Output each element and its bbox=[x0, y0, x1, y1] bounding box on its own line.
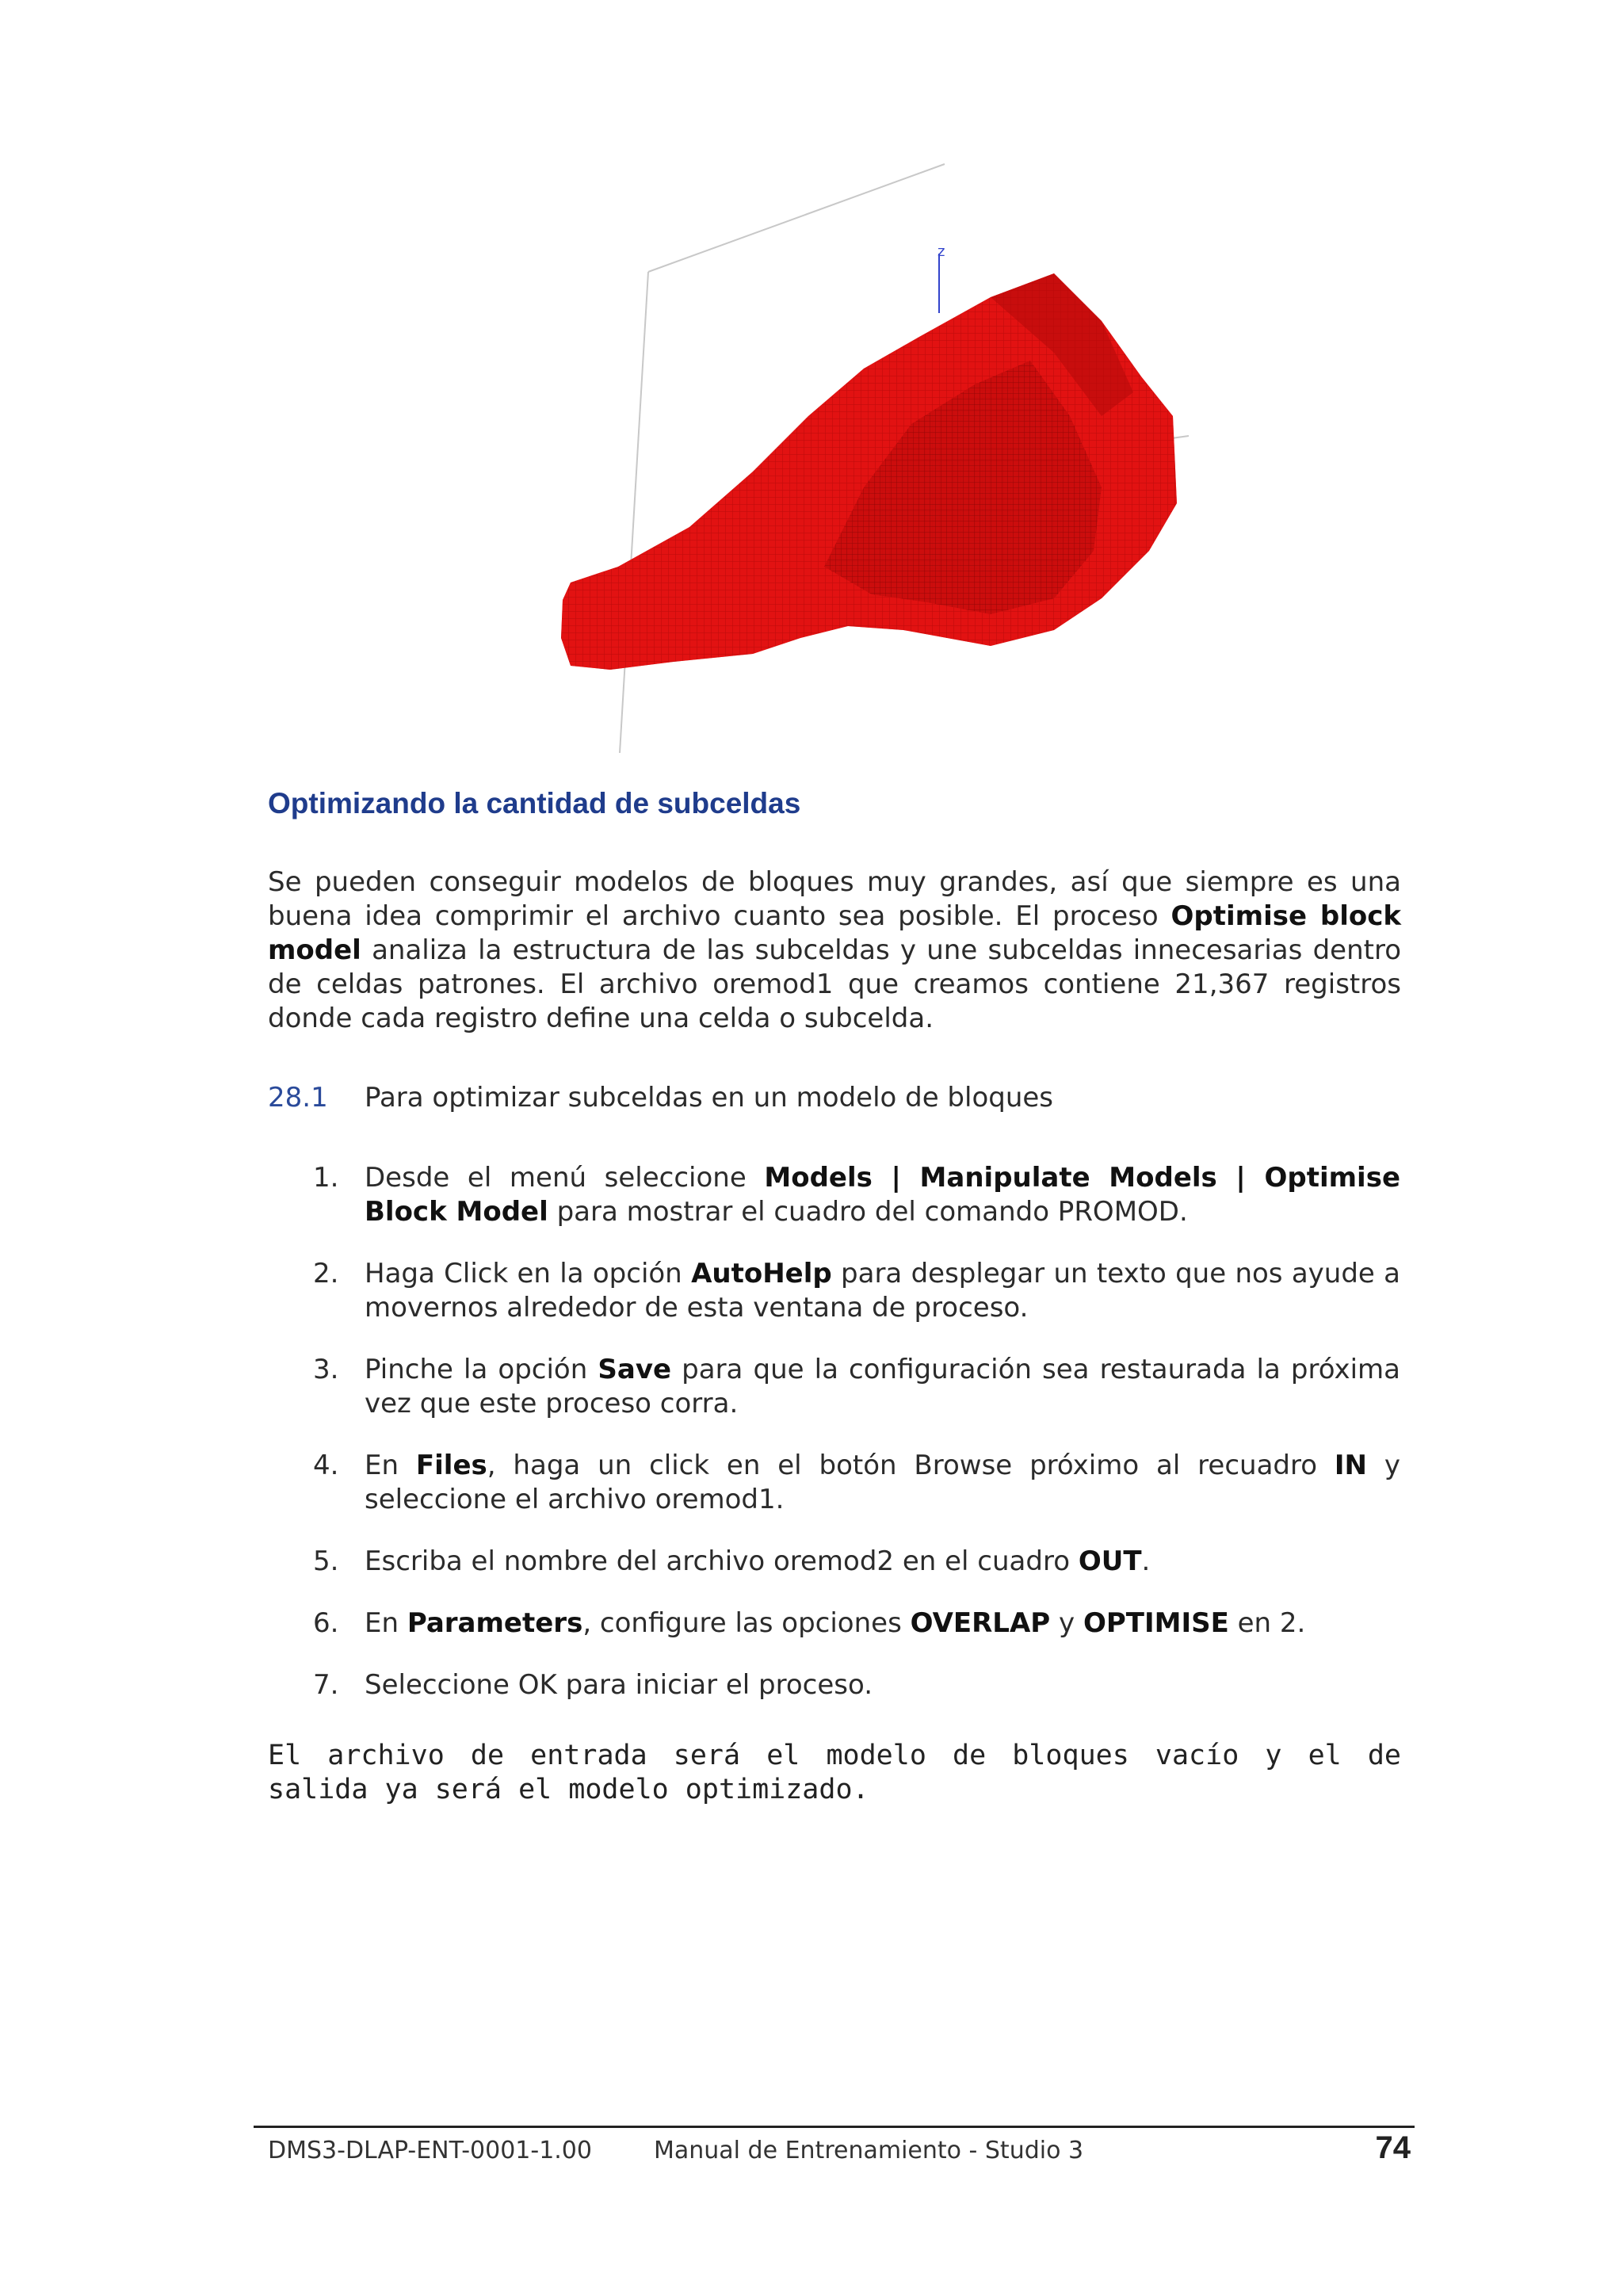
list-item bbox=[313, 1161, 1400, 1229]
list-item bbox=[313, 1545, 1400, 1579]
step-number: 1. bbox=[313, 1162, 339, 1194]
footer-manual-title: Manual de Entrenamiento - Studio 3 bbox=[654, 2137, 1084, 2164]
step-text: Pinche la opción Save para que la configuración sea restaurada la próxima vez que este proceso corra. bbox=[365, 1354, 1400, 1419]
intro-text-1: Se pueden conseguir modelos de bloques muy grandes, así que siempre es una buena idea comprimir el archivo cuanto sea posible. El proceso bbox=[268, 866, 1401, 932]
step-text: En Files, haga un click en el botón Browse próximo al recuadro IN y seleccione el archivo oremod1. bbox=[365, 1450, 1400, 1515]
intro-text-2: analiza la estructura de las subceldas y une subceldas innecesarias dentro de celdas patrones. El archivo oremod1 que creamos contiene 21,367 registros donde cada registro define una celda o subcelda. bbox=[268, 934, 1401, 1034]
step-number: 4. bbox=[313, 1450, 339, 1481]
procedure-number: 28.1 bbox=[268, 1082, 328, 1114]
step-text: Escriba el nombre del archivo oremod2 en el cuadro OUT. bbox=[365, 1545, 1151, 1577]
closing-paragraph: El archivo de entrada será el modelo de bloques vacío y el de salida ya será el modelo optimizado. bbox=[268, 1740, 1401, 1805]
page-number: 74 bbox=[1375, 2130, 1411, 2165]
step-number: 3. bbox=[313, 1354, 339, 1385]
footer-document-code: DMS3-DLAP-ENT-0001-1.00 bbox=[268, 2137, 592, 2164]
list-item bbox=[313, 1449, 1400, 1517]
list-item bbox=[313, 1668, 1400, 1702]
step-text: Seleccione OK para iniciar el proceso. bbox=[365, 1669, 873, 1701]
step-number: 2. bbox=[313, 1258, 339, 1289]
footer-divider bbox=[254, 2126, 1415, 2128]
intro-paragraph bbox=[268, 865, 1401, 1036]
step-number: 7. bbox=[313, 1669, 339, 1701]
block-model-figure bbox=[547, 155, 1205, 765]
intro-bold-term: Optimise block model bbox=[268, 900, 1401, 966]
list-item bbox=[313, 1606, 1400, 1641]
step-text: Desde el menú seleccione Models | Manipulate Models | Optimise Block Model para mostrar el cuadro del comando PROMOD. bbox=[365, 1162, 1401, 1228]
step-number: 6. bbox=[313, 1607, 339, 1639]
procedure-title: Para optimizar subceldas en un modelo de bloques bbox=[365, 1082, 1054, 1114]
step-text: En Parameters, configure las opciones OVERLAP y OPTIMISE en 2. bbox=[365, 1607, 1306, 1639]
list-item bbox=[313, 1257, 1400, 1325]
axis-line-vertical bbox=[620, 272, 648, 753]
step-number: 5. bbox=[313, 1545, 339, 1577]
steps-list bbox=[313, 1161, 1400, 1730]
list-item bbox=[313, 1353, 1400, 1421]
z-axis-label: z bbox=[938, 243, 945, 260]
section-heading: Optimizando la cantidad de subceldas bbox=[268, 787, 801, 819]
step-text: Haga Click en la opción AutoHelp para desplegar un texto que nos ayude a movernos alrededor de esta ventana de proceso. bbox=[365, 1258, 1401, 1324]
axis-line-top bbox=[648, 164, 945, 272]
